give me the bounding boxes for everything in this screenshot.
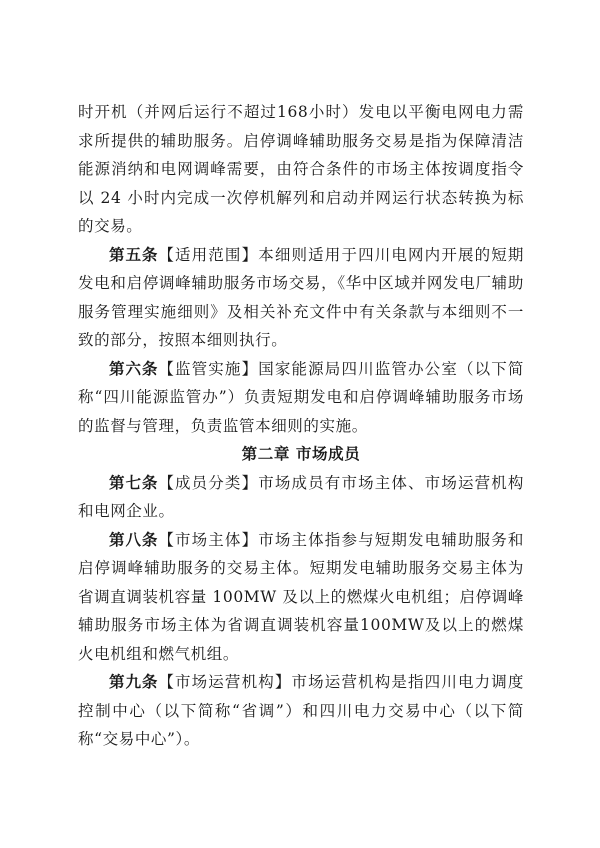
article-6	[78, 355, 524, 441]
article-7-text: 【成员分类】市场成员有市场主体、市场运营机构和电网企业。	[78, 473, 525, 520]
article-7-heading: 第七条	[109, 473, 159, 492]
article-6-text: 【监管实施】国家能源局四川监管办公室（以下简称“四川能源监管办”）负责短期发电和启停调峰辅助服务市场的监督与管理，负责监管本细则的实施。	[78, 359, 525, 435]
article-9-text: 【市场运营机构】市场运营机构是指四川电力调度控制中心（以下简称“省调”）和四川电力交易中心（以下简称“交易中心”）。	[78, 673, 525, 748]
article-7	[78, 469, 524, 526]
article-5-heading: 第五条	[109, 245, 159, 264]
article-8	[78, 526, 524, 669]
article-5	[78, 241, 524, 355]
paragraph-continuation	[78, 98, 524, 241]
article-9	[78, 668, 524, 754]
article-8-heading: 第八条	[109, 530, 159, 549]
article-8-text: 【市场主体】市场主体指参与短期发电辅助服务和启停调峰辅助服务的交易主体。短期发电辅助服务交易主体为省调直调装机容量 100MW 及以上的燃煤火电机组；启停调峰辅助服务市场主体为省调直调装机容量100MW及以上的燃煤火电机组和燃气机组。	[78, 530, 525, 663]
article-6-heading: 第六条	[109, 359, 159, 378]
paragraph-text: 时开机（并网后运行不超过168小时）发电以平衡电网电力需求所提供的辅助服务。启停调峰辅助服务交易是指为保障清洁能源消纳和电网调峰需要，由符合条件的市场主体按调度指令以 24 小时内完成一次停机解列和启动并网运行状态转换为标的交易。	[78, 103, 524, 235]
document-body	[78, 98, 524, 754]
article-5-text: 【适用范围】本细则适用于四川电网内开展的短期发电和启停调峰辅助服务市场交易，《华中区域并网发电厂辅助服务管理实施细则》及相关补充文件中有关条款与本细则不一致的部分，按照本细则执行。	[78, 245, 525, 349]
chapter-heading: 第二章 市场成员	[241, 445, 361, 463]
article-9-heading: 第九条	[109, 673, 159, 691]
